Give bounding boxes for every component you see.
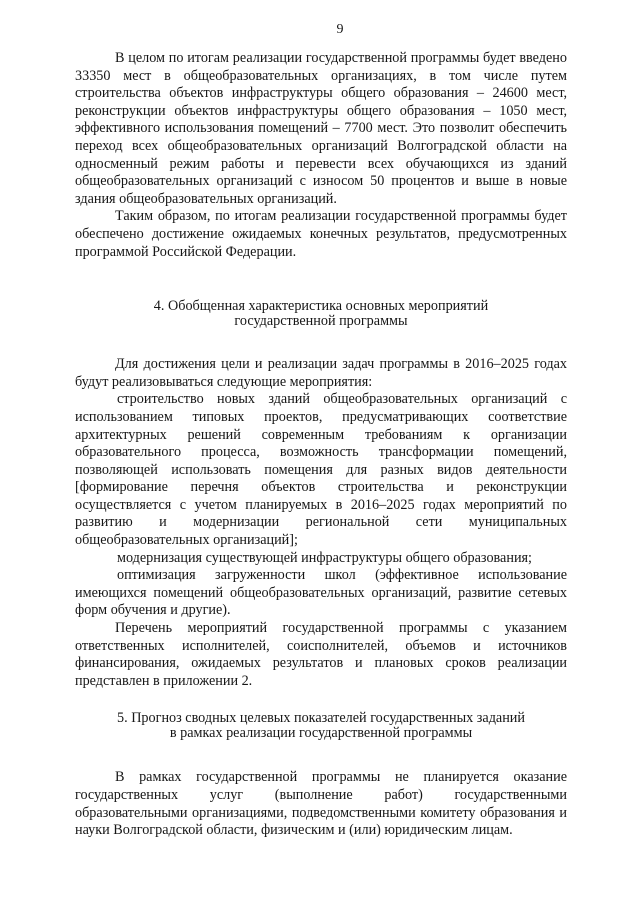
section-4-heading-line2: государственной программы: [234, 313, 408, 330]
measure-item: оптимизация загруженности школ (эффективное использование имеющихся помещений общеобразовательных организаций, развитие сетевых форм обучения и другие).: [75, 567, 567, 619]
section-4-heading-line1: 4. Обобщенная характеристика основных мероприятий: [153, 298, 489, 315]
section-5-heading-line2: в рамках реализации государственной программы: [169, 725, 473, 742]
paragraph-intro-conclusion: Таким образом, по итогам реализации государственной программы будет обеспечено достижение ожидаемых конечных результатов, предусмотренных программой Российской Федерации.: [75, 208, 567, 260]
section-4-lead: Для достижения цели и реализации задач программы в 2016–2025 годах будут реализовываться следующие мероприятия:: [75, 356, 567, 390]
document-body: [75, 50, 567, 840]
section-5-heading: [75, 711, 567, 741]
measure-item: модернизация существующей инфраструктуры общего образования;: [117, 549, 533, 566]
section-4-heading: [75, 299, 567, 329]
section-5-heading-line1: 5. Прогноз сводных целевых показателей государственных заданий: [117, 710, 525, 727]
section-4-closing: Перечень мероприятий государственной программы с указанием ответственных исполнителей, соисполнителей, объемов и источников финансирования, ожидаемых результатов и плановых сроков реализации представлен в приложении 2.: [75, 620, 567, 689]
paragraph-intro-results: В целом по итогам реализации государственной программы будет введено 33350 мест в общеобразовательных организациях, в том числе путем строительства объектов инфраструктуры общего образования – 24600 мест, реконструкции объектов инфраструктуры общего образования – 1050 мест, эффективного использования помещений – 7700 мест. Это позволит обеспечить переход всех общеобразовательных организаций Волгоградской области на односменный режим работы и перевести всех обучающихся из зданий общеобразовательных организаций с износом 50 процентов и выше в новые здания общеобразовательных организаций.: [75, 50, 567, 207]
page-number: 9: [336, 22, 344, 37]
measure-item: строительство новых зданий общеобразовательных организаций с использованием типовых проектов, предусматривающих соответствие архитектурных решений современным требованиям к организации образовательного процесса, возможность трансформации помещений, позволяющей использовать помещения для разных видов деятельности [формирование перечня объектов строительства и реконструкции осуществляется с учетом планируемых в 2016–2025 годах мероприятий по развитию и модернизации региональной сети муниципальных общеобразовательных организаций];: [75, 391, 567, 549]
section-5-text: В рамках государственной программы не планируется оказание государственных услуг (выполнение работ) государственными образовательными организациями, подведомственными комитету образования и науки Волгоградской области, физическим и (или) юридическим лицам.: [75, 769, 567, 839]
